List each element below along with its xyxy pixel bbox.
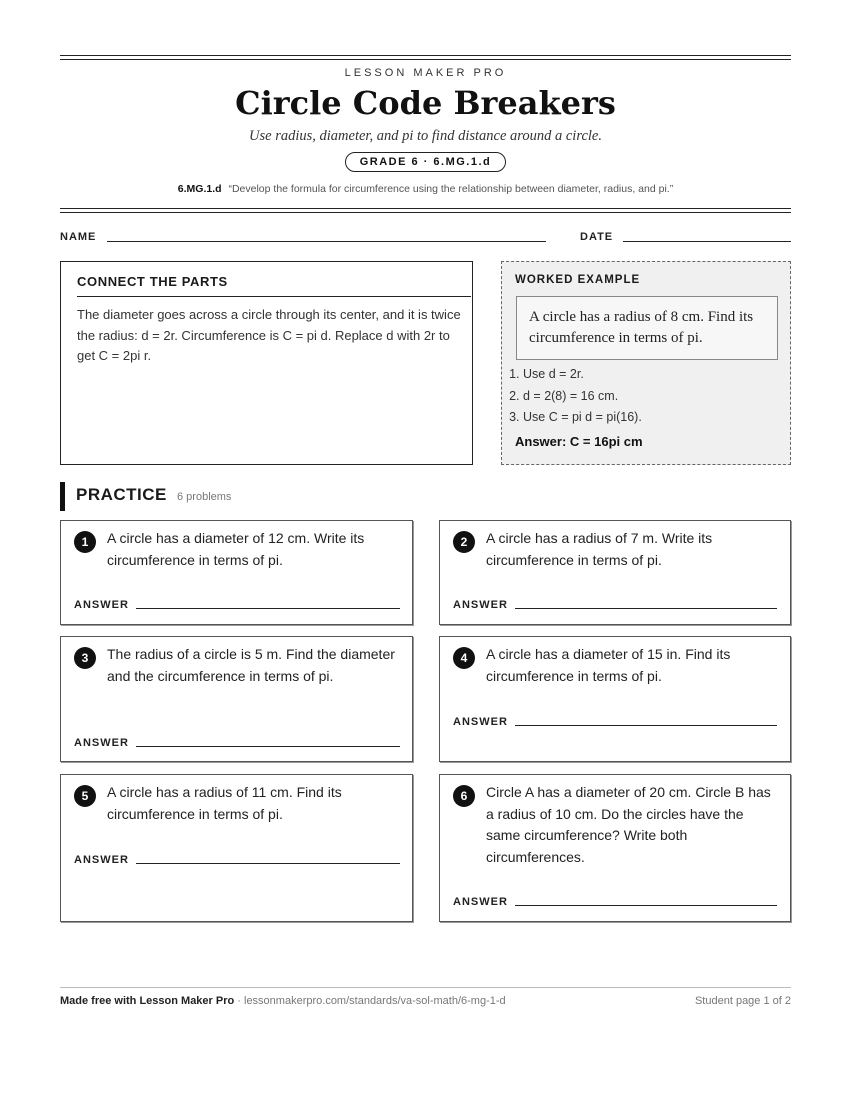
- connect-body: The diameter goes across a circle through its center, and it is twice the radius: d = 2r. Circumference is C = pi d. Replace d with 2r to get C = 2pi r.: [77, 307, 461, 363]
- worksheet-page: [60, 0, 791, 1100]
- footer-url[interactable]: · lessonmakerpro.com/standards/va-sol-math/6-mg-1-d: [237, 995, 506, 1007]
- worked-step: 3. Use C = pi d = pi(16).: [523, 407, 642, 429]
- answer-line[interactable]: [136, 863, 400, 864]
- answer-label: ANSWER: [453, 896, 508, 908]
- worked-step: 1. Use d = 2r.: [523, 364, 642, 386]
- answer-line[interactable]: [515, 725, 777, 726]
- problem-card: [439, 636, 791, 762]
- date-label: DATE: [580, 231, 614, 243]
- date-field[interactable]: [623, 241, 791, 242]
- problem-text: The radius of a circle is 5 m. Find the diameter and the circumference in terms of pi.: [107, 646, 395, 684]
- problem-number-badge: 2: [453, 531, 475, 553]
- problem-number-badge: 1: [74, 531, 96, 553]
- grade-badge: GRADE 6 · 6.MG.1.d: [345, 152, 507, 172]
- problem-number-badge: 3: [74, 647, 96, 669]
- worked-step: 2. d = 2(8) = 16 cm.: [523, 386, 642, 408]
- footer-made-with: Made free with Lesson Maker Pro: [60, 995, 235, 1007]
- name-label: NAME: [60, 231, 97, 243]
- answer-line[interactable]: [515, 905, 777, 906]
- top-divider: [60, 55, 791, 56]
- problem-card: [60, 520, 413, 625]
- worked-example-question: A circle has a radius of 8 cm. Find its circumference in terms of pi.: [516, 296, 778, 360]
- answer-line[interactable]: [136, 608, 400, 609]
- problem-card: [439, 520, 791, 625]
- footer-divider: [60, 987, 791, 988]
- worked-example-box: [501, 261, 791, 465]
- answer-line[interactable]: [136, 746, 400, 747]
- practice-accent-bar: [60, 482, 65, 511]
- standard-code: 6.MG.1.d: [177, 183, 222, 195]
- problem-number-badge: 4: [453, 647, 475, 669]
- answer-line[interactable]: [515, 608, 777, 609]
- answer-label: ANSWER: [74, 599, 129, 611]
- problem-card: [439, 774, 791, 922]
- problem-number-badge: 6: [453, 785, 475, 807]
- standard-text: “Develop the formula for circumference using the relationship between diameter, radius, and pi.”: [228, 183, 674, 195]
- answer-label: ANSWER: [453, 716, 508, 728]
- problem-card: [60, 636, 413, 762]
- problem-text: A circle has a diameter of 12 cm. Write its circumference in terms of pi.: [107, 530, 365, 568]
- problem-number-badge: 5: [74, 785, 96, 807]
- problem-text: A circle has a diameter of 15 in. Find its circumference in terms of pi.: [486, 646, 731, 684]
- connect-the-parts-box: [60, 261, 473, 465]
- problem-text: A circle has a radius of 7 m. Write its circumference in terms of pi.: [486, 530, 713, 568]
- problem-card: [60, 774, 413, 922]
- practice-count: 6 problems: [177, 491, 232, 503]
- practice-title: PRACTICE: [76, 485, 167, 504]
- footer-page-number: Student page 1 of 2: [694, 995, 791, 1007]
- problem-text: Circle A has a diameter of 20 cm. Circle B has a radius of 10 cm. Do the circles have the same circumference? Write both circumferences.: [486, 784, 771, 865]
- standard-statement: [60, 183, 791, 195]
- brand-name: LESSON MAKER PRO: [344, 67, 507, 79]
- footer-credit: [60, 995, 506, 1007]
- worked-example-answer: Answer: C = 16pi cm: [515, 434, 643, 449]
- worked-example-title: WORKED EXAMPLE: [515, 274, 641, 286]
- answer-label: ANSWER: [453, 599, 508, 611]
- page-title: Circle Code Breakers: [235, 84, 616, 122]
- name-field[interactable]: [107, 241, 546, 242]
- answer-label: ANSWER: [74, 854, 129, 866]
- problem-text: A circle has a radius of 11 cm. Find its circumference in terms of pi.: [107, 784, 342, 822]
- worked-example-steps: [510, 364, 642, 429]
- connect-title: CONNECT THE PARTS: [77, 274, 471, 297]
- page-subtitle: Use radius, diameter, and pi to find distance around a circle.: [249, 128, 602, 144]
- answer-label: ANSWER: [74, 737, 129, 749]
- header-divider: [60, 208, 791, 209]
